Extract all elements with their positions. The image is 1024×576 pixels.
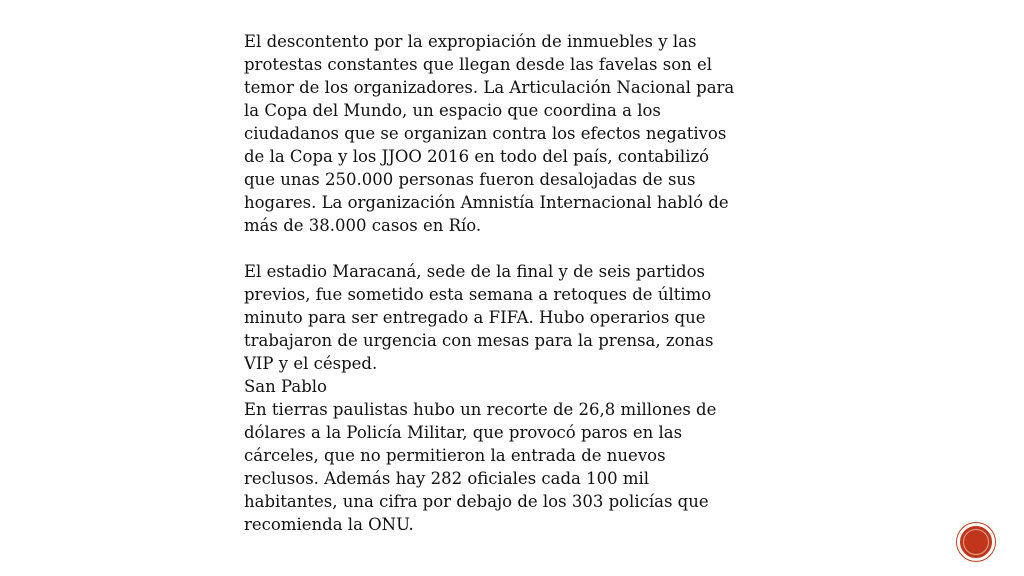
paragraph-expropriation: El descontento por la expropiación de inmuebles y las protestas constantes que llegan desde las favelas son el temor de los organizadores. La Articulación Nacional para la Copa del Mundo, un espacio que coordina a los ciudadanos que se organizan contra los efectos negativos de la Copa y los JJOO 2016 en todo del país, contabilizó que unas 250.000 personas fueron desalojadas de sus hogares. La organización Amnistía Internacional habló de más de 38.000 casos en Río. xyxy=(244,32,735,235)
paragraph-spacer xyxy=(244,237,744,260)
heading-san-pablo: San Pablo xyxy=(244,377,327,396)
slide-body-text xyxy=(244,30,744,536)
paragraph-maracana: El estadio Maracaná, sede de la final y de seis partidos previos, fue sometido esta semana a retoques de último minuto para ser entregado a FIFA. Hubo operarios que trabajaron de urgencia con mesas para la prensa, zonas VIP y el césped. xyxy=(244,262,714,373)
circle-nav-icon xyxy=(963,529,989,555)
paragraph-san-pablo: En tierras paulistas hubo un recorte de 26,8 millones de dólares a la Policía Militar, que provocó paros en las cárceles, que no permitieron la entrada de nuevos reclusos. Además hay 282 oficiales cada 100 mil habitantes, una cifra por debajo de los 303 policías que recomienda la ONU. xyxy=(244,400,717,534)
slide-nav-button[interactable] xyxy=(957,523,995,561)
